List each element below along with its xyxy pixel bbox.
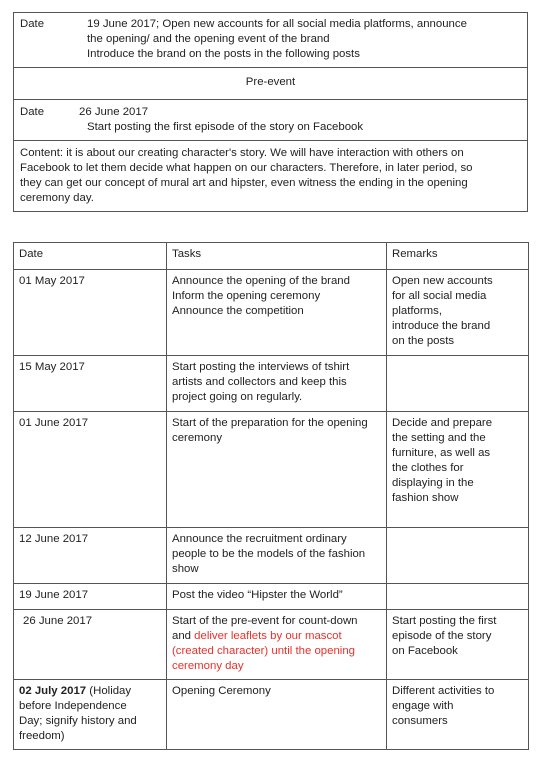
date-cell: 15 May 2017 [14, 356, 167, 412]
date-note: (Holiday [86, 685, 132, 697]
pre-event-heading [13, 75, 528, 90]
date-cell: 12 June 2017 [14, 528, 167, 584]
content-line-4: ceremony day. [20, 192, 94, 204]
tasks-cell: Start of the pre-event for count-down and deliver leaflets by our mascot (created character) until the opening ceremony day [167, 610, 387, 680]
remarks-cell: Start posting the first episode of the story on Facebook [387, 610, 529, 680]
date-cell: 01 May 2017 [14, 270, 167, 356]
remarks-cell: Open new accounts for all social media platforms, introduce the brand on the posts [387, 270, 529, 356]
divider [13, 67, 528, 68]
date-cell: 01 June 2017 [14, 412, 167, 528]
date-cell: 19 June 2017 [14, 584, 167, 610]
table-row [14, 584, 529, 610]
row1-label: Date [20, 18, 45, 30]
remarks-cell: Different activities to engage with consumers [387, 680, 529, 750]
tasks-cell: Opening Ceremony [167, 680, 387, 750]
content-line-3: they can get our concept of mural art and hipster, even witness the ending in the opening [20, 177, 468, 189]
row1-line-3: Introduce the brand on the posts in the following posts [87, 48, 360, 60]
date-cell: 26 June 2017 [14, 610, 167, 680]
tasks-cell: Start posting the interviews of tshirt artists and collectors and keep this project going on regularly. [167, 356, 387, 412]
divider [13, 140, 528, 141]
row1-line-1: 19 June 2017; Open new accounts for all social media platforms, announce [87, 18, 467, 30]
row1-line-2: the opening/ and the opening event of the brand [87, 33, 330, 45]
content-line-2: Facebook to let them decide what happen on our characters. Therefore, in later period, so [20, 162, 473, 174]
table-row [14, 270, 529, 356]
table-row [14, 680, 529, 750]
remarks-cell [387, 356, 529, 412]
row3-label: Date [20, 106, 45, 118]
header-remarks: Remarks [387, 243, 529, 270]
highlighted-task-text: deliver leaflets by our mascot [194, 630, 342, 642]
remarks-cell [387, 584, 529, 610]
header-tasks: Tasks [167, 243, 387, 270]
pre-event-heading-text: Pre-event [245, 76, 296, 88]
table-row [14, 528, 529, 584]
divider [13, 99, 528, 100]
date-cell: 02 July 2017 (Holiday before Independence Day; signify history and freedom) [14, 680, 167, 750]
table-header-row [14, 243, 529, 270]
tasks-cell: Start of the preparation for the opening ceremony [167, 412, 387, 528]
highlighted-task-text: (created character) until the opening [172, 645, 355, 657]
tasks-cell: Announce the opening of the brand Inform the opening ceremony Announce the competition [167, 270, 387, 356]
tasks-cell: Post the video “Hipster the World” [167, 584, 387, 610]
tasks-text: and [172, 630, 195, 642]
highlighted-task-text: ceremony day [172, 660, 244, 672]
table-row [14, 356, 529, 412]
table-row [14, 610, 529, 680]
tasks-cell: Announce the recruitment ordinary people to be the models of the fashion show [167, 528, 387, 584]
table-row [14, 412, 529, 528]
remarks-cell: Decide and prepare the setting and the furniture, as well as the clothes for displaying in the fashion show [387, 412, 529, 528]
row3-date: 26 June 2017 [79, 106, 149, 118]
header-date: Date [14, 243, 167, 270]
row3-task: Start posting the first episode of the story on Facebook [87, 121, 364, 133]
date-bold: 02 July 2017 [19, 685, 87, 697]
content-line-1: Content: it is about our creating character's story. We will have interaction with others on [20, 147, 464, 159]
schedule-table [13, 242, 529, 750]
remarks-cell [387, 528, 529, 584]
